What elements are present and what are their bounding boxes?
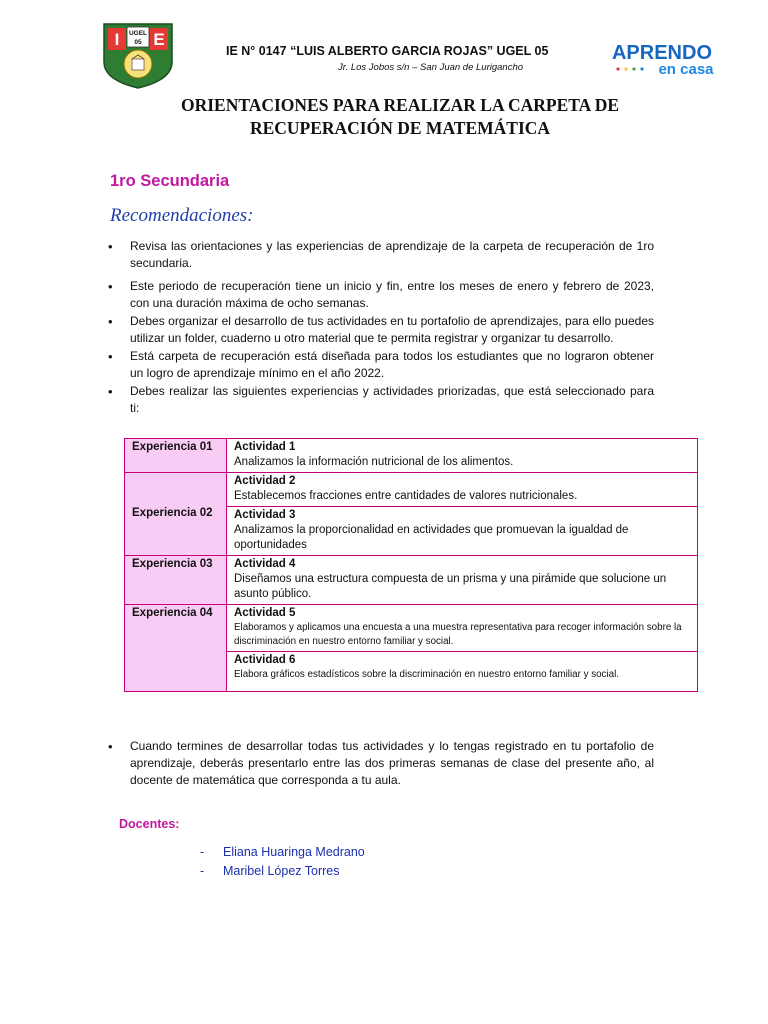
- activity-cell: [227, 507, 698, 556]
- list-item: • Debes organizar el desarrollo de tus actividades en tu portafolio de aprendizajes, para ello puedes utilizar un folder, cuaderno u otro material que te permita registrar y organizar tu desarrollo.: [108, 313, 654, 347]
- activity-text: Diseñamos una estructura compuesta de un prisma y una pirámide que solucione un asunto público.: [234, 573, 667, 600]
- docente-item: - Eliana Huaringa Medrano: [200, 845, 365, 859]
- activities-table: [124, 438, 698, 692]
- activity-cell: [227, 605, 698, 652]
- experience-cell: Experiencia 04: [125, 605, 227, 692]
- recommendations-heading: Recomendaciones:: [110, 205, 254, 226]
- docente-item: - Maribel López Torres: [200, 864, 340, 878]
- crest-ugel-number: 05: [134, 39, 142, 46]
- activity-title: Actividad 2: [234, 475, 296, 487]
- docentes-label: Docentes:: [119, 817, 180, 831]
- brand-line2: en casa: [658, 61, 714, 78]
- list-item: • Este periodo de recuperación tiene un inicio y fin, entre los meses de enero y febrero de 2023, con una duración máxima de ocho semanas.: [108, 278, 654, 312]
- closing-list: [108, 738, 654, 790]
- activity-title: Actividad 6: [234, 654, 296, 666]
- brand-line1: APRENDO: [611, 42, 713, 64]
- document-title: [120, 94, 680, 140]
- activity-title: Actividad 5: [234, 607, 296, 619]
- list-item: • Debes realizar las siguientes experiencias y actividades priorizadas, que está seleccionado para ti:: [108, 383, 654, 417]
- crest-ugel-text: UGEL: [128, 30, 148, 37]
- activity-title: Actividad 4: [234, 558, 296, 570]
- docente-name: Maribel López Torres: [223, 864, 340, 878]
- grade-heading: 1ro Secundaria: [110, 172, 230, 190]
- activity-cell: [227, 473, 698, 507]
- table-row: [125, 439, 698, 473]
- experience-cell: Experiencia 03: [125, 556, 227, 605]
- activity-text: Analizamos la proporcionalidad en actividades que promuevan la igualdad de oportunidades: [234, 524, 629, 551]
- activity-title: Actividad 1: [234, 441, 296, 453]
- activity-title: Actividad 3: [234, 509, 296, 521]
- school-name: IE N° 0147 “LUIS ALBERTO GARCIA ROJAS” UGEL 05: [226, 44, 549, 58]
- school-address: Jr. Los Jobos s/n – San Juan de Lurigancho: [338, 62, 524, 73]
- experience-cell: Experiencia 01: [125, 439, 227, 473]
- docente-name: Eliana Huaringa Medrano: [223, 845, 365, 859]
- activity-text: Establecemos fracciones entre cantidades de valores nutricionales.: [234, 490, 578, 502]
- recommendations-list: [108, 238, 654, 418]
- experience-cell: [125, 473, 227, 556]
- crest-letter-i: I: [114, 30, 120, 49]
- table-row: [125, 556, 698, 605]
- aprendo-en-casa-logo: [604, 38, 720, 78]
- school-crest-logo: [102, 22, 174, 90]
- table-row: [125, 473, 698, 507]
- activity-text: Elabora gráficos estadísticos sobre la discriminación en nuestro entorno familiar y social.: [234, 669, 619, 680]
- title-line1: ORIENTACIONES PARA REALIZAR LA CARPETA DE: [180, 95, 620, 115]
- activity-cell: [227, 439, 698, 473]
- activity-text: Analizamos la información nutricional de los alimentos.: [234, 456, 514, 468]
- experience-label: Experiencia 02: [132, 507, 213, 519]
- activity-cell: [227, 652, 698, 692]
- title-line2: RECUPERACIÓN DE MATEMÁTICA: [249, 118, 551, 138]
- list-item: • Revisa las orientaciones y las experiencias de aprendizaje de la carpeta de recuperación de 1ro secundaria.: [108, 238, 654, 272]
- activity-text: Elaboramos y aplicamos una encuesta a una muestra representativa para recoger información sobre la discriminación en nuestro entorno familiar y social.: [234, 622, 682, 647]
- table-row: [125, 605, 698, 652]
- list-item: • Está carpeta de recuperación está diseñada para todos los estudiantes que no lograron obtener un logro de aprendizaje mínimo en el año 2022.: [108, 348, 654, 382]
- list-item: • Cuando termines de desarrollar todas tus actividades y lo tengas registrado en tu portafolio de aprendizaje, deberás presentarlo entre las dos primeras semanas de clase del presente año, al docente de matemática que corresponda a tu aula.: [108, 738, 654, 789]
- crest-letter-e: E: [153, 30, 165, 49]
- activity-cell: [227, 556, 698, 605]
